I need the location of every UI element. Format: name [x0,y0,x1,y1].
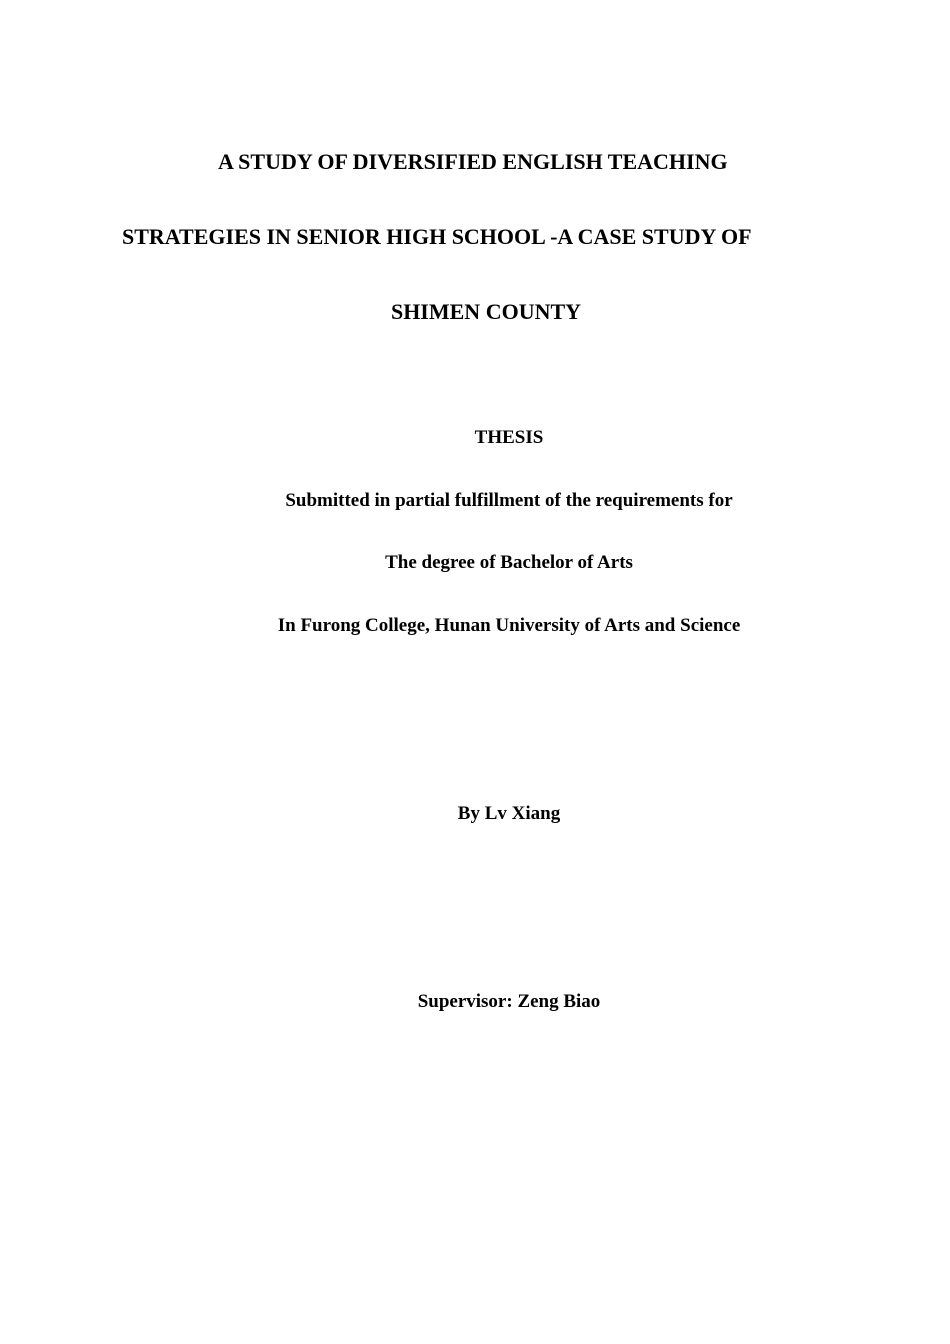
thesis-title-line-1: A STUDY OF DIVERSIFIED ENGLISH TEACHING [218,149,728,174]
thesis-label: THESIS [474,427,544,448]
thesis-title-line-2: STRATEGIES IN SENIOR HIGH SCHOOL -A CASE STUDY OF [122,224,752,249]
author-name: By Lv Xiang [457,803,561,824]
submission-statement: Submitted in partial fulfillment of the requirements for [285,490,733,511]
supervisor-name: Supervisor: Zeng Biao [417,991,601,1012]
college-statement: In Furong College, Hunan University of Arts and Science [277,615,741,636]
thesis-title-line-3: SHIMEN COUNTY [390,299,582,324]
degree-statement: The degree of Bachelor of Arts [385,552,633,573]
